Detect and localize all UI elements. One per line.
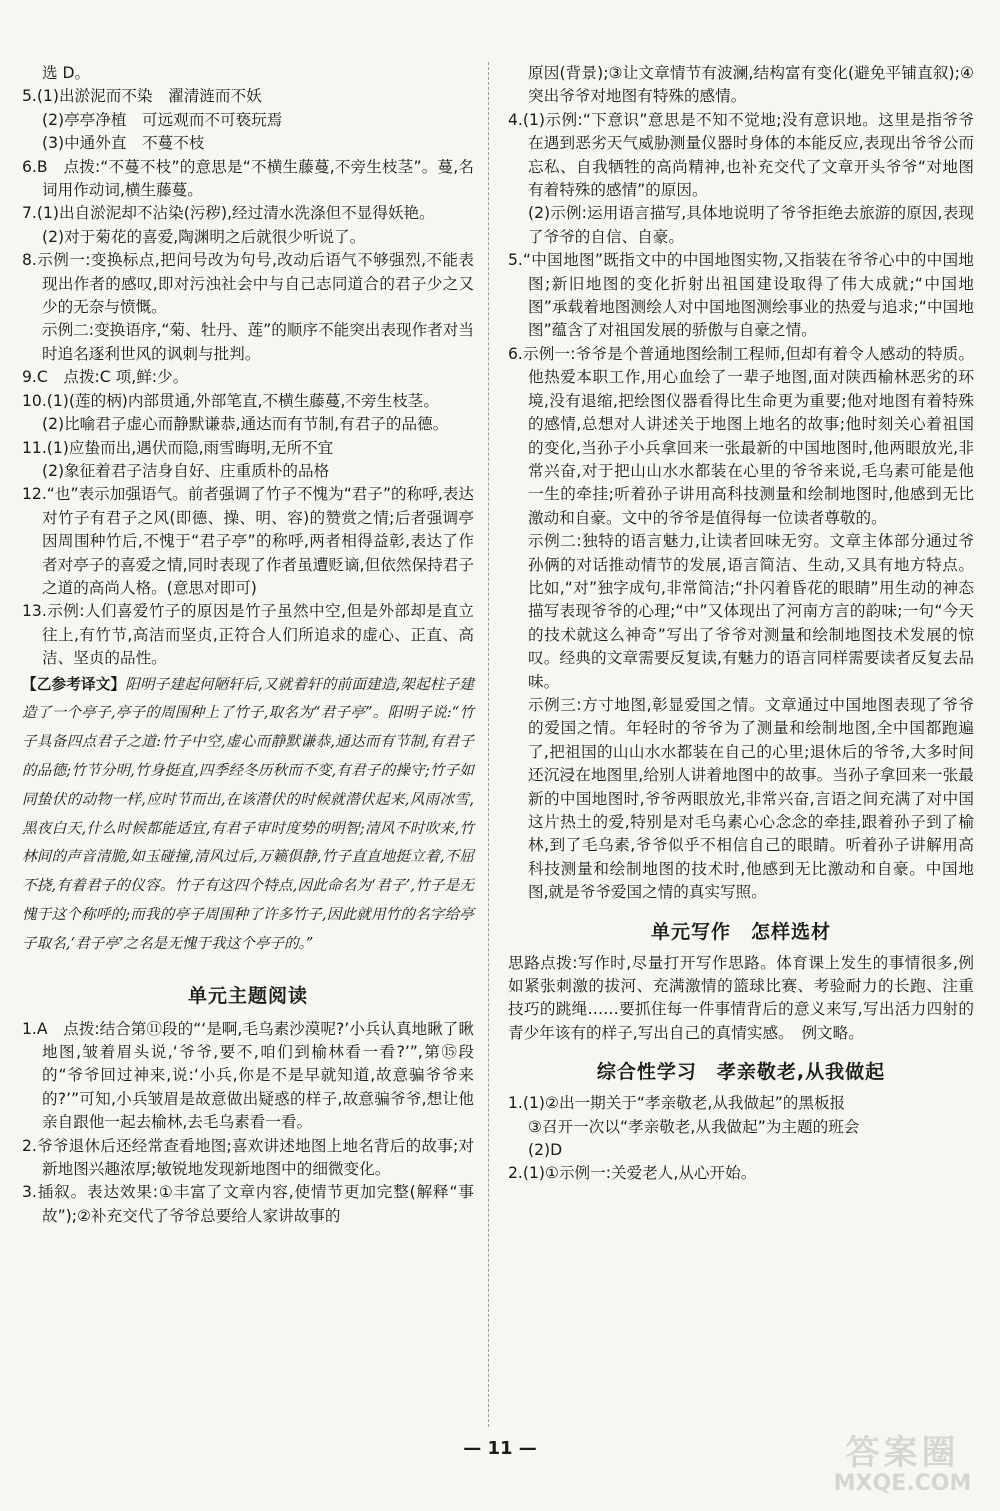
- page-number: — 11 —: [463, 1438, 537, 1459]
- answer-item: 3.插叙。表达效果:①丰富了文章内容,使情节更加完整(解释“事故”);②补充交代了爷爷总要给人家讲故事的: [22, 1183, 474, 1225]
- column-divider: [488, 62, 490, 1427]
- translation-text: 阳明子建起何陋轩后,又就着轩的前面建造,架起柱子建造了一个亭子,亭子的周围种上了竹子,取名为“君子亭”。阳明子说:“竹子具备四点君子之道:竹子中空,虚心而静默谦恭,通达而有节制,有君子的品德;竹节分明,竹身挺直,四季经冬历秋而不变,有君子的操守;竹子如同蛰伏的动物一样,应时节而出,在该潜伏的时候就潜伏起来,风雨冰雪,黑夜白天,什么时候都能适宜,有君子审时度势的明智;清风不时吹来,竹林间的声音清脆,如玉碰撞,清风过后,万籁俱静,竹子直直地挺立着,不屈不挠,有着君子的仪容。竹子有这四个特点,因此命名为‘君子’,竹子是无愧于这个称呼的;而我的亭子周围种了许多竹子,因此就用竹的名字给亭子取名,‘君子亭’之名是无愧于我这个亭子的。”: [22, 675, 474, 952]
- answer-item: 13.示例:人们喜爱竹子的原因是竹子虽然中空,但是外部却是直立往上,有竹节,高洁而坚贞,正符合人们所追求的虚心、正直、高洁、坚贞的品性。: [22, 602, 474, 668]
- right-column: [508, 62, 974, 1186]
- answer-item: 9.C 点拨:C 项,鲜:少。: [22, 368, 189, 387]
- reference-translation: [22, 671, 474, 959]
- answer-item: 7.(1)出自淤泥却不沾染(污秽),经过清水洗涤但不显得妖艳。: [22, 204, 435, 223]
- answer-item: 6.B 点拨:“不蔓不枝”的意思是“不横生藤蔓,不旁生枝茎”。蔓,名词用作动词,横生藤蔓。: [22, 157, 474, 200]
- section-heading-study: 综合性学习 孝亲敬老,从我做起: [596, 1061, 886, 1084]
- answer-item: (2)对于菊花的喜爱,陶渊明之后就很少听说了。: [42, 227, 366, 246]
- answer-item: (2)比喻君子虚心而静默谦恭,通达而有节制,有君子的品德。: [42, 415, 449, 434]
- writing-guide: 思路点拨:写作时,尽量打开写作思路。体育课上发生的事情很多,例如紧张刺激的拔河、充满激情的篮球比赛、考验耐力的长跑、注重技巧的跳绳……要抓住每一件事情背后的意义来写,写出活力四射的青少年该有的样子,写出自己的真情实感。 例文略。: [508, 953, 974, 1042]
- watermark-text: 答案圈: [845, 1433, 960, 1473]
- answer-item: 示例三:方寸地图,彰显爱国之情。文章通过中国地图表现了爷爷的爱国之情。年轻时的爷爷为了测量和绘制地图,全中国都跑遍了,把祖国的山山水水都装在自己的心里;退休后的爷爷,大多时间还沉浸在地图里,给别人讲着地图中的故事。当孙子拿回来一张最新的中国地图时,爷爷两眼放光,非常兴奋,言语之间充满了对中国这片热土的爱,特别是对毛乌素心心念念的牵挂,跟着孙子到了榆林,到了毛乌素,爷爷似乎不相信自己的眼睛。听着孙子讲解用高科技测量和绘制地图的技术时,他感到无比激动和自豪。中国地图,就是爷爷爱国之情的真实写照。: [528, 695, 974, 902]
- answer-item: (3)中通外直 不蔓不枝: [42, 134, 205, 153]
- answer-item: 5.(1)出淤泥而不染 濯清涟而不妖: [22, 87, 262, 106]
- left-column: [22, 62, 474, 1228]
- answer-item: 选 D。: [42, 64, 91, 82]
- watermark-logo: [820, 1425, 985, 1505]
- answer-item: 6.示例一:爷爷是个普通地图绘制工程师,但却有着令人感动的特质。他热爱本职工作,用心血绘了一辈子地图,面对陕西榆林恶劣的环境,没有退缩,把绘图仪器看得比生命更为重要;他对地图有着特殊的感情,总想对人讲述关于地图上地名的故事;他时刻关心着祖国的变化,当孙子小兵拿回来一张最新的中国地图时,他两眼放光,非常兴奋,对于把山山水水都装在心里的爷爷来说,毛乌素可能是他一生的牵挂;听着孙子讲用高科技测量和绘制地图时,他感到无比激动和自豪。文中的爷爷是值得每一位读者尊敬的。: [508, 344, 974, 527]
- answer-item: (2)D: [528, 1141, 563, 1160]
- answer-item: 1.(1)②出一期关于“孝亲敬老,从我做起”的黑板报: [508, 1094, 846, 1113]
- answer-item: 4.(1)示例:“下意识”意思是不知不觉地;没有意识地。这里是指爷爷在遇到恶劣天气威胁测量仪器时身体的本能反应,表现出爷爷公而忘私、自我牺牲的高尚精神,也补充交代了文章开头爷爷“对地图有着特殊的感情”的原因。: [508, 110, 974, 200]
- answer-item: 2.(1)①示例一:关爱老人,从心开始。: [508, 1164, 757, 1183]
- watermark-url: MXQE.COM: [833, 1471, 972, 1496]
- answer-item: 1.A 点拨:结合第⑪段的“‘是啊,毛乌素沙漠呢?’小兵认真地瞅了瞅地图,皱着眉头说,‘爷爷,要不,咱们到榆林看一看?’”,第⑮段的“爷爷回过神来,说:‘小兵,你是不是早就知道,故意骗爷爷来的?’”可知,小兵皱眉是故意做出疑惑的样子,故意骗爷爷,想让他亲自跟他一起去榆林,去毛乌素看一看。: [22, 1019, 474, 1132]
- section-heading: 单元主题阅读: [187, 984, 308, 1007]
- answer-item: 10.(1)(莲的柄)内部贯通,外部笔直,不横生藤蔓,不旁生枝茎。: [22, 391, 439, 410]
- answer-item: 示例二:独特的语言魅力,让读者回味无穷。文章主体部分通过爷孙俩的对话推动情节的发展,语言简洁、生动,又具有地方特点。比如,“对”独字成句,非常简洁;“扑闪着昏花的眼睛”用生动的神态描写表现爷爷的心理;“中”又体现出了河南方言的韵味;一句“今天的技术就这么神奇”写出了爷爷对测量和绘制地图技术发展的惊叹。经典的文章需要反复读,有魅力的语言同样需要读者反复去品味。: [528, 532, 974, 691]
- answer-item: ③召开一次以“孝亲敬老,从我做起”为主题的班会: [528, 1117, 860, 1136]
- answer-item: (2)示例:运用语言描写,具体地说明了爷爷拒绝去旅游的原因,表现了爷爷的自信、自豪。: [528, 204, 974, 246]
- answer-item: (2)亭亭净植 可远观而不可亵玩焉: [42, 110, 283, 129]
- answer-item: 8.示例一:变换标点,把问号改为句号,改动后语气不够强烈,不能表现出作者的感叹,即对污浊社会中与自己志同道合的君子少之又少的无奈与愤慨。: [22, 251, 474, 317]
- answer-item: 示例二:变换语序,“菊、牡丹、莲”的顺序不能突出表现作者对当时追名逐利世风的讽刺与批判。: [42, 321, 474, 363]
- answer-item: 11.(1)应蛰而出,遇伏而隐,雨雪晦明,无所不宜: [22, 438, 334, 457]
- answer-item: 2.爷爷退休后还经常查看地图;喜欢讲述地图上地名背后的故事;对新地图兴趣浓厚;敏锐地发现新地图中的细微变化。: [22, 1136, 474, 1178]
- answer-item: 12.“也”表示加强语气。前者强调了竹子不愧为“君子”的称呼,表达对竹子有君子之风(即德、操、明、容)的赞赏之情;后者强调亭因周围种竹后,不愧于“君子亭”的称呼,两者相得益彰,表达了作者对亭子的喜爱之情,同时表现了作者虽遭贬谪,但依然保持君子之道的高尚人格。(意思对即可): [22, 485, 474, 597]
- answer-item: 5.“中国地图”既指文中的中国地图实物,又指装在爷爷心中的中国地图;新旧地图的变化折射出祖国建设取得了伟大成就;“中国地图”承载着地图测绘人对中国地图测绘事业的热爱与追求;“中国地图”蕴含了对祖国发展的骄傲与自豪之情。: [508, 251, 974, 340]
- answer-item: 原因(背景);③让文章情节有波澜,结构富有变化(避免平铺直叙);④突出爷爷对地图有特殊的感情。: [528, 64, 974, 106]
- section-heading-writing: 单元写作 怎样选材: [650, 920, 831, 943]
- answer-item: (2)象征着君子洁身自好、庄重质朴的品格: [42, 461, 330, 480]
- translation-tag: 【乙参考译文】: [22, 675, 126, 693]
